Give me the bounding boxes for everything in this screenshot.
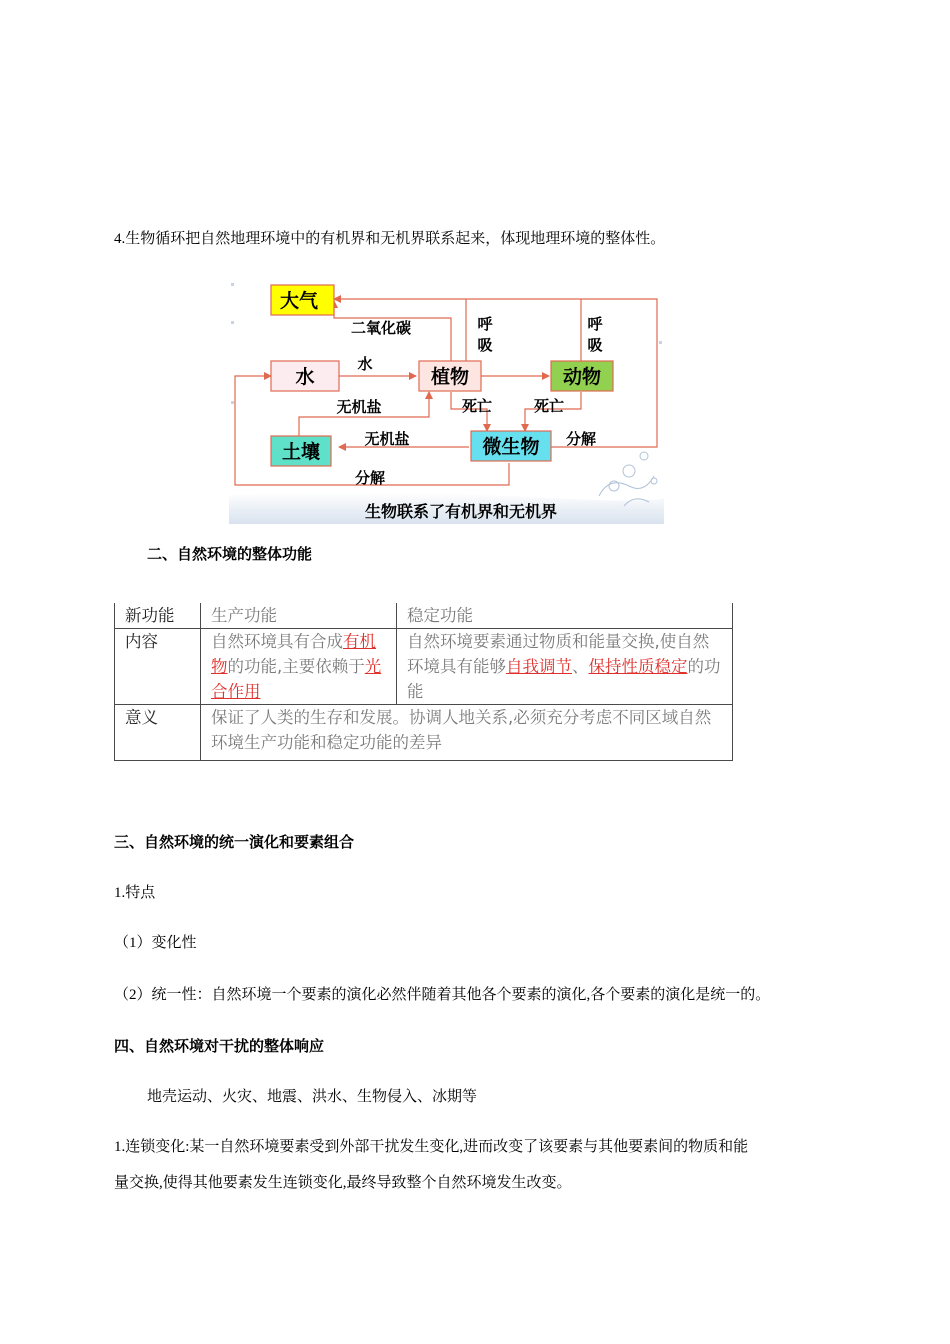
node-plant: 植物: [430, 366, 470, 388]
header-cell: 稳定功能: [397, 603, 733, 629]
intro-text: 4.生物循环把自然地理环境中的有机界和无机界联系起来，体现地理环境的整体性。: [114, 231, 666, 247]
label-decompose-bottom: 分解: [354, 469, 386, 487]
node-soil: 土壤: [281, 441, 321, 463]
diagram-caption: 生物联系了有机界和无机界: [364, 502, 558, 521]
header-cell: 生产功能: [201, 603, 397, 629]
disturbance-examples: 地壳运动、火灾、地震、洪水、生物侵入、冰期等: [147, 1089, 478, 1105]
label-decompose-right: 分解: [565, 430, 597, 448]
table-row: [115, 603, 733, 629]
label-death-animal: 死亡: [533, 397, 565, 415]
bio-cycle-diagram: [229, 281, 664, 524]
row-label: 意义: [115, 705, 201, 761]
node-microbe: 微生物: [482, 436, 540, 458]
chain-change-line-1: 1.连锁变化:某一自然环境要素受到外部干扰发生变化,进而改变了该要素与其他要素间的物质和能: [114, 1139, 749, 1155]
feature-heading: 1.特点: [114, 885, 156, 901]
node-animal: 动物: [562, 366, 602, 388]
label-breath-plant-1: 呼: [477, 315, 493, 333]
highlight-text: 自我调节: [506, 657, 572, 676]
label-breath-animal-2: 吸: [587, 336, 603, 354]
row-label: 内容: [115, 629, 201, 705]
table-row: [115, 629, 733, 705]
header-cell: 新功能: [115, 603, 201, 629]
meaning-cell: 保证了人类的生存和发展。协调人地关系,必须充分考虑不同区域自然环境生产功能和稳定功能的差异: [201, 705, 733, 761]
highlight-text: 光合作用: [211, 657, 382, 701]
label-water: 水: [357, 355, 373, 373]
section2-title: 二、自然环境的整体功能: [147, 546, 313, 563]
production-content-cell: 自然环境具有合成有机物的功能,主要依赖于光合作用: [201, 629, 397, 705]
label-breath-animal-1: 呼: [587, 315, 603, 333]
label-co2: 二氧化碳: [350, 319, 412, 337]
table-row: [115, 705, 733, 761]
node-water: 水: [295, 366, 315, 388]
feature-item-2: （2）统一性：自然环境一个要素的演化必然伴随着其他各个要素的演化,各个要素的演化是统一的。: [114, 987, 771, 1003]
label-breath-plant-2: 吸: [477, 336, 493, 354]
function-table: [114, 603, 733, 761]
label-salt-upper: 无机盐: [336, 398, 382, 416]
section3-title: 三、自然环境的统一演化和要素组合: [114, 834, 355, 851]
label-death-plant: 死亡: [461, 397, 493, 415]
stability-content-cell: 自然环境要素通过物质和能量交换,使自然环境具有能够自我调节、保持性质稳定的功能: [397, 629, 733, 705]
feature-item-1: （1）变化性: [114, 935, 197, 951]
label-salt-lower: 无机盐: [364, 430, 410, 448]
node-air: 大气: [279, 290, 319, 312]
highlight-text: 保持性质稳定: [588, 657, 688, 676]
highlight-text: 有机物: [211, 632, 376, 676]
section4-title: 四、自然环境对干扰的整体响应: [114, 1038, 325, 1055]
chain-change-line-2: 量交换,使得其他要素发生连锁变化,最终导致整个自然环境发生改变。: [114, 1175, 572, 1191]
